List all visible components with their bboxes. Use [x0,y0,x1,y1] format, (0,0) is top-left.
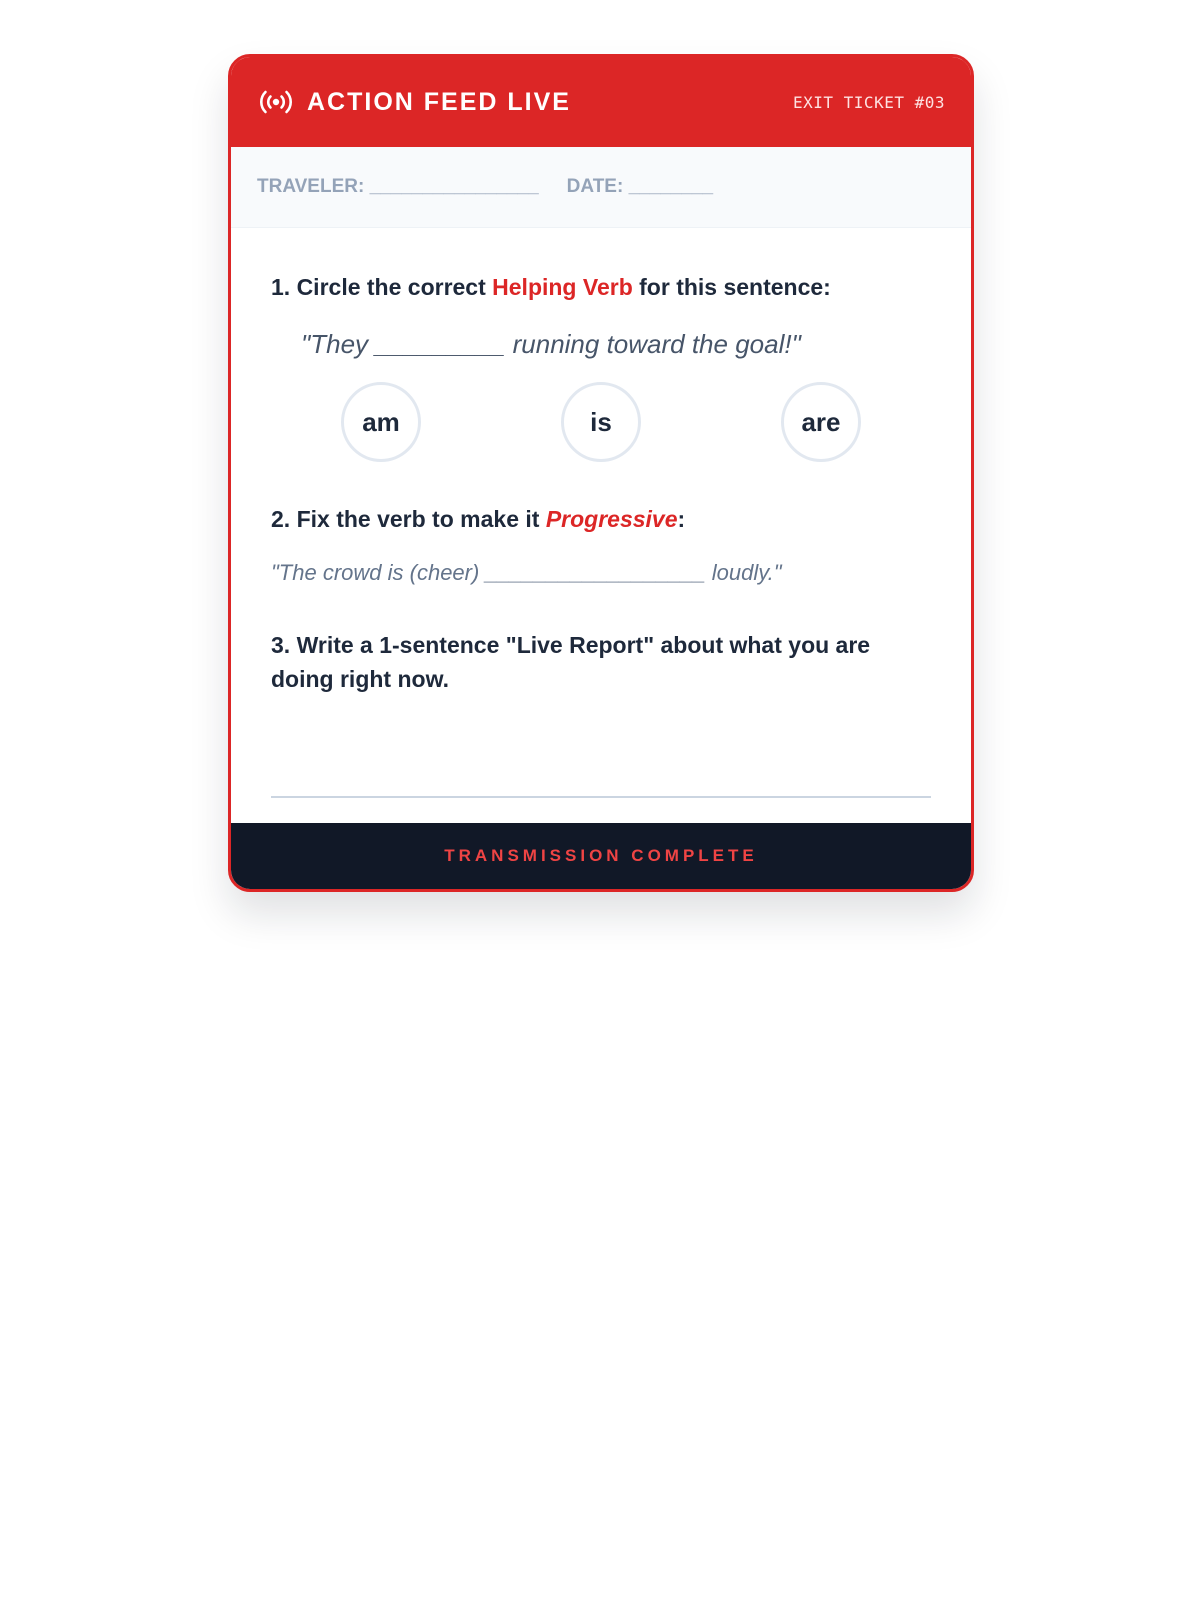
traveler-field[interactable]: TRAVELER: ________________ [257,176,539,197]
question-3-prompt: 3. Write a 1-sentence "Live Report" about what you are doing right now. [271,632,871,692]
date-field[interactable]: DATE: ________ [566,176,714,197]
question-2-sentence: "The crowd is (cheer) __________________ loudly." [271,560,782,585]
question-2-prompt [271,502,931,536]
question-2-highlight: Progressive [545,506,678,532]
question-1-highlight: Helping Verb [492,274,633,300]
footer-status: TRANSMISSION COMPLETE [444,846,758,865]
question-1-suffix: for this sentence: [632,274,831,300]
question-2-suffix: : [677,506,686,532]
card-header [231,57,971,147]
card-body [231,228,971,798]
answer-choices [271,382,931,462]
answer-line[interactable] [271,796,931,798]
question-1-sentence: "They _________ running toward the goal!" [301,329,801,359]
app-title: ACTION FEED LIVE [307,87,571,116]
ticket-number: EXIT TICKET #03 [793,92,945,112]
question-1-prompt [271,270,931,304]
info-bar [231,147,971,228]
choice-are[interactable]: are [781,382,861,462]
question-2-prefix: 2. Fix the verb to make it [271,506,546,532]
brand [259,87,571,117]
exit-ticket-card [228,54,974,892]
choice-is[interactable]: is [561,382,641,462]
card-footer [231,823,971,889]
choice-am[interactable]: am [341,382,421,462]
question-1-prefix: 1. Circle the correct [271,274,493,300]
broadcast-icon [259,87,293,117]
